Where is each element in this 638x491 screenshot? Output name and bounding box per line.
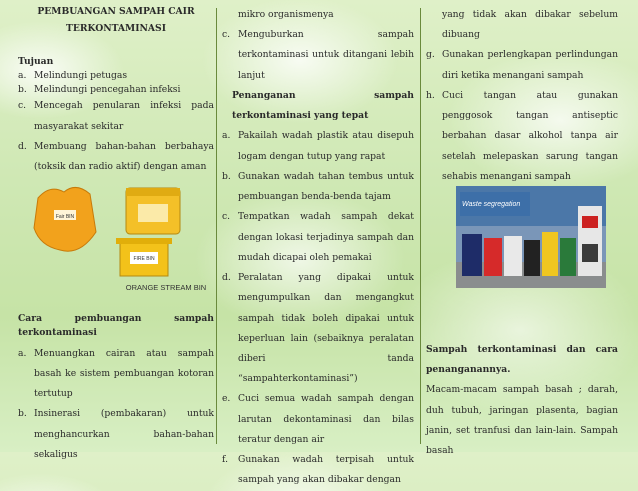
continued-text: yang tidak akan dibakar sebelum dibuang (442, 9, 618, 41)
waste-segregation-illustration (456, 186, 606, 288)
tujuan-section (18, 55, 214, 177)
tujuan-heading: Tujuan (18, 56, 54, 67)
list-item: h. Cuci tangan atau gunakan penggosok tangan antiseptic berbahan dasar alkohol tanpa air setelah melepaskan sarung tangan sehabis menangani sampah (426, 89, 618, 182)
cara-list (18, 344, 214, 465)
waste-bins-illustration (30, 180, 208, 304)
photo-caption: ORANGE STREAM BIN (125, 283, 207, 292)
title-line-1: PEMBUANGAN SAMPAH CAIR (37, 6, 195, 17)
waste-segregation-photo (456, 186, 606, 288)
column-right (426, 0, 618, 457)
list-item: c. Menguburkan sampah terkontaminasi untuk ditangani lebih lanjut (222, 29, 414, 81)
list-item: f. Gunakan wadah terpisah untuk sampah yang akan dibakar dengan (222, 454, 414, 486)
list-item: d. Peralatan yang dipakai untuk mengumpulkan dan mengangkut sampah tidak boleh dipakai untuk keperluan lain (sebaiknya peralatan diberi tanda “sampahterkontaminasi”) (222, 272, 414, 385)
title-line-2: TERKONTAMINASI (65, 22, 166, 34)
list-item: a. Pakailah wadah plastik atau disepuh logam dengan tutup yang rapat (222, 130, 414, 162)
bag-label: Fair BIN (55, 214, 75, 220)
list-item: c. Mencegah penularan infeksi pada masyarakat sekitar (18, 100, 214, 132)
continued-text: mikro organismenya (238, 9, 334, 20)
handling-heading: Penanganan sampah terkontaminasi yang tepat (232, 89, 414, 122)
handling-list (222, 126, 414, 490)
continued-list (222, 25, 414, 86)
list-item: a. Menuangkan cairan atau sampah basah ke sistem pembuangan kotoran tertutup (18, 347, 214, 400)
column-left (18, 0, 214, 460)
types-section (426, 340, 618, 461)
list-item: d. Membuang bahan-bahan berbahaya (toksik dan radio aktif) dengan aman (18, 140, 214, 173)
types-heading: Sampah terkontaminasi dan cara penanganannya. (426, 344, 618, 376)
column-divider-left (216, 8, 217, 444)
list-item: b. Insinerasi (pembakaran) untuk menghancurkan bahan-bahan sekaligus (18, 408, 214, 460)
list-item: e. Cuci semua wadah sampah dengan larutan dekontaminasi dan bilas teratur dengan air (222, 393, 414, 445)
tujuan-list (18, 69, 214, 178)
handling-list-continued (426, 45, 618, 187)
list-item: g. Gunakan perlengkapan perlindungan diri ketika menangani sampah (426, 49, 618, 81)
types-paragraph: Macam-macam sampah basah ; darah, duh tubuh, jaringan plasenta, bagian janin, set tranfusi dan lain-lain. Sampah basah (426, 384, 618, 457)
middle-content (222, 5, 414, 491)
list-item: c. Tempatkan wadah sampah dekat dengan lokasi terjadinya sampah dan mudah dicapai oleh pemakai (222, 211, 414, 263)
bin-label: FIRE BIN (133, 256, 155, 262)
cara-heading: Cara pembuangan sampah terkontaminasi (18, 313, 214, 338)
cara-section (18, 312, 214, 465)
right-content (426, 5, 618, 187)
list-item: b. Melindungi pencegahan infeksi (18, 83, 181, 95)
column-middle (222, 0, 414, 486)
column-divider-right (420, 8, 421, 444)
waste-bins-photo (30, 180, 208, 304)
list-item: a. Melindungi petugas (18, 69, 128, 81)
list-item: b. Gunakan wadah tahan tembus untuk pembuangan benda-benda tajam (222, 170, 414, 203)
photo-overlay-label: Waste segregation (462, 201, 521, 208)
